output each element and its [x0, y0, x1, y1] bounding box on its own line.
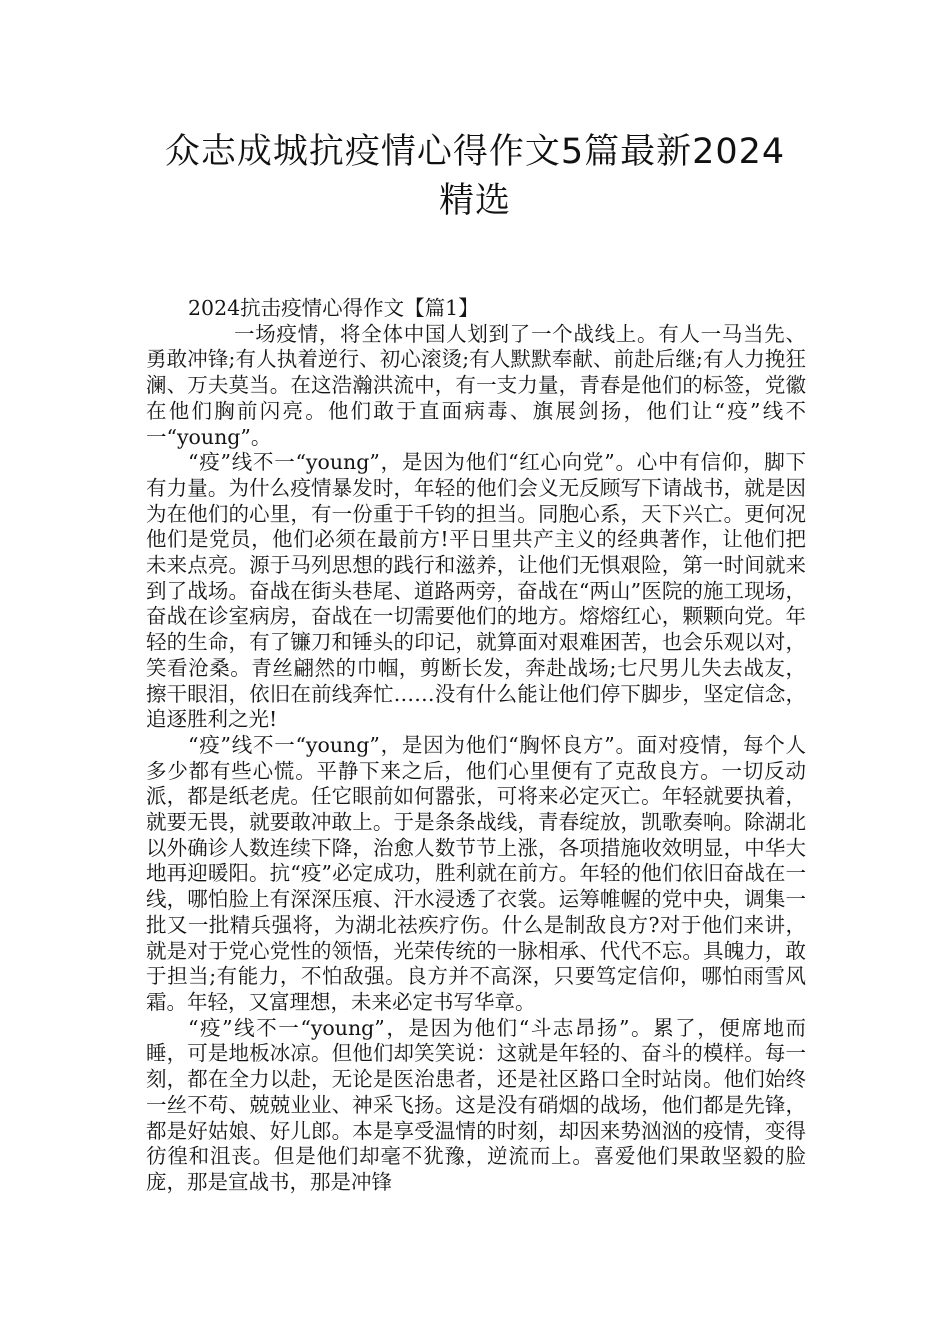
section-heading: 2024抗击疫情心得作文【篇1】 [188, 296, 479, 320]
paragraph-4: “疫”线不一“young”，是因为他们“斗志昂扬”。累了，便席地而睡，可是地板冰凉。但他们却笑笑说：这就是年轻的、奋斗的模样。每一刻，都在全力以赴，无论是医治患者，还是社区路口全时站岗。他们始终一丝不苟、兢兢业业、神采飞扬。这是没有硝烟的战场，他们都是先锋，都是好姑娘、好儿郎。本是享受温情的时刻，却因来势汹汹的疫情，变得彷徨和沮丧。但是他们却毫不犹豫，逆流而上。喜爱他们果敢坚毅的脸庞，那是宣战书，那是冲锋 [146, 1015, 806, 1194]
document-body [146, 296, 806, 1196]
title-line-1: 众志成城抗疫情心得作文5篇最新2024 [164, 132, 786, 172]
paragraph-1: 一场疫情，将全体中国人划到了一个战线上。有人一马当先、勇敢冲锋;有人执着逆行、初心滚烫;有人默默奉献、前赴后继;有人力挽狂澜、万夫莫当。在这浩瀚洪流中，有一支力量，青春是他们的标签，党徽在他们胸前闪亮。他们敢于直面病毒、旗展剑扬，他们让“疫”线不一“young”。 [146, 321, 806, 449]
paragraph-2: “疫”线不一“young”，是因为他们“红心向党”。心中有信仰，脚下有力量。为什么疫情暴发时，年轻的他们会义无反顾写下请战书，就是因为在他们的心里，有一份重于千钧的担当。同胞心系，天下兴亡。更何况他们是党员，他们必须在最前方!平日里共产主义的经典著作，让他们把未来点亮。源于马列思想的践行和滋养，让他们无惧艰险，第一时间就来到了战场。奋战在街头巷尾、道路两旁，奋战在“两山”医院的施工现场，奋战在诊室病房，奋战在一切需要他们的地方。熔熔红心，颗颗向党。年轻的生命，有了镰刀和锤头的印记，就算面对艰难困苦，也会乐观以对，笑看沧桑。青丝翩然的巾帼，剪断长发，奔赴战场;七尺男儿失去战友，擦干眼泪，依旧在前线奔忙……没有什么能让他们停下脚步，坚定信念，追逐胜利之光! [146, 450, 806, 732]
title-line-2: 精选 [438, 181, 511, 221]
document-title [100, 128, 850, 226]
paragraph-3: “疫”线不一“young”，是因为他们“胸怀良方”。面对疫情，每个人多少都有些心慌。平静下来之后，他们心里便有了克敌良方。一切反动派，都是纸老虎。任它眼前如何嚣张，可将来必定灭亡。年轻就要执着，就要无畏，就要敢冲敢上。于是条条战线，青春绽放，凯歌奏响。除湖北以外确诊人数连续下降，治愈人数节节上涨，各项措施收效明显，中华大地再迎暖阳。抗“疫”必定成功，胜利就在前方。年轻的他们依旧奋战在一线，哪怕脸上有深深压痕、汗水浸透了衣裳。运筹帷幄的党中央，调集一批又一批精兵强将，为湖北祛疾疗伤。什么是制敌良方?对于他们来讲，就是对于党心党性的领悟，光荣传统的一脉相承、代代不忘。具魄力，敢于担当;有能力，不怕敌强。良方并不高深，只要笃定信仰，哪怕雨雪风霜。年轻，又富理想，未来必定书写华章。 [146, 732, 806, 1014]
